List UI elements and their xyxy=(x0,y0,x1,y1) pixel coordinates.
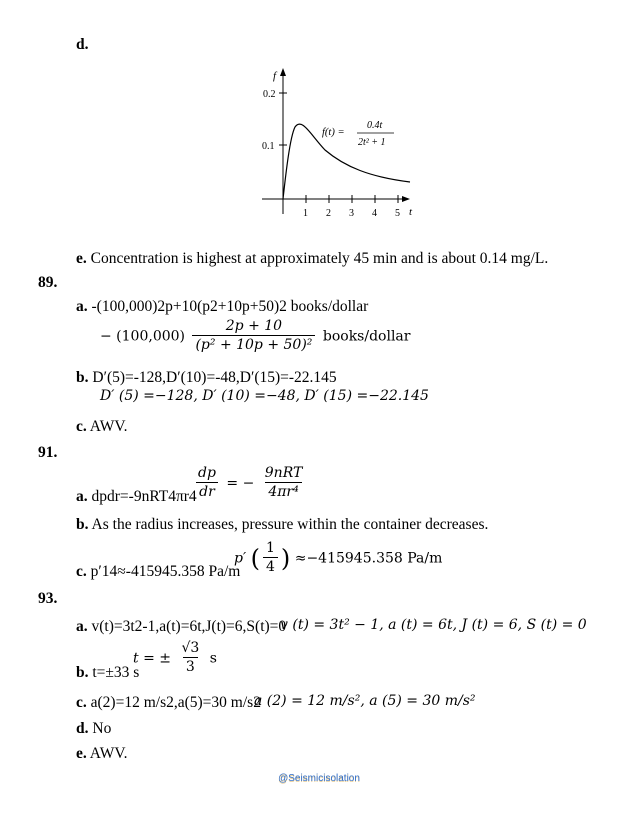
p89-b-label: b. xyxy=(76,369,89,386)
p93-b-text: t=±33 s xyxy=(92,664,140,681)
p93-b-math xyxy=(133,640,217,677)
problem-93-number: 93. xyxy=(38,590,58,607)
p89-b-text: D′(5)=-128,D′(10)=-48,D′(15)=-22.145 xyxy=(92,369,337,386)
p89-a-math xyxy=(100,318,410,355)
p93-a-math: v (t) = 3t² − 1, a (t) = 6t, J (t) = 6, S (t) = 0 xyxy=(280,617,587,633)
x-axis-label: t xyxy=(409,206,413,218)
p89-a-line xyxy=(76,298,368,316)
p91-c-math-rest: ≈−415945.358 Pa/m xyxy=(294,550,443,567)
p91-c-math-p: p′ xyxy=(234,550,247,567)
function-numerator: 0.4t xyxy=(367,120,383,131)
x-tick-label-4: 4 xyxy=(372,208,377,219)
p91-a-math-rden: 4πr⁴ xyxy=(265,482,301,502)
p93-d-text: No xyxy=(92,720,112,737)
p91-c-math-den: 4 xyxy=(263,557,278,577)
p89-c-text: AWV. xyxy=(89,418,128,435)
p93-b-label: b. xyxy=(76,664,89,681)
p93-a-line xyxy=(76,618,286,636)
p93-a-text: v(t)=3t2-1,a(t)=6t,J(t)=6,S(t)=0 xyxy=(91,618,287,635)
p93-b-math-unit: s xyxy=(209,650,217,667)
p89-b-line xyxy=(76,369,337,387)
concentration-graph xyxy=(250,62,430,227)
p91-c-math-fraction xyxy=(263,540,278,577)
y-axis-arrow xyxy=(280,68,286,76)
x-tick-label-2: 2 xyxy=(326,208,331,219)
x-tick-label-5: 5 xyxy=(395,208,400,219)
part-e-line xyxy=(76,250,548,268)
y-axis-label: f xyxy=(273,70,277,82)
footer-credit: @Seismicisolation xyxy=(278,773,360,784)
p93-d-line xyxy=(76,720,111,738)
p91-b-label: b. xyxy=(76,516,89,533)
p91-c-math-num: 1 xyxy=(265,540,275,556)
p91-a-math-rhs-fraction xyxy=(262,465,306,502)
p89-c-line xyxy=(76,418,127,436)
p89-c-label: c. xyxy=(76,418,87,435)
x-axis-arrow xyxy=(402,196,410,202)
function-lhs: f(t) = xyxy=(322,127,345,138)
p91-c-math xyxy=(234,540,442,577)
part-e-text: Concentration is highest at approximately 45 min and is about 0.14 mg/L. xyxy=(90,250,549,267)
p91-a-math-lden: dr xyxy=(196,482,218,502)
p91-a-line xyxy=(76,488,197,506)
part-d-label: d. xyxy=(76,36,89,53)
x-tick-label-1: 1 xyxy=(303,208,308,219)
y-tick-label-0.1: 0.1 xyxy=(262,141,275,152)
problem-89-number: 89. xyxy=(38,274,58,291)
p93-e-label: e. xyxy=(76,745,87,762)
p91-a-math xyxy=(192,465,308,502)
p91-a-label: a. xyxy=(76,488,88,505)
p93-c-text: a(2)=12 m/s2,a(5)=30 m/s2 xyxy=(90,694,261,711)
p89-a-text: -(100,000)2p+10(p2+10p+50)2 books/dollar xyxy=(91,298,369,315)
p93-b-line xyxy=(76,664,139,682)
p93-b-math-den: 3 xyxy=(183,657,198,677)
p93-b-math-fraction xyxy=(178,640,202,677)
p91-c-math-rparen: ) xyxy=(280,544,291,573)
p89-a-math-den: (p² + 10p + 50)² xyxy=(192,335,315,355)
p93-c-math: a (2) = 12 m/s², a (5) = 30 m/s² xyxy=(254,693,476,709)
p93-e-line xyxy=(76,745,127,763)
problem-91-number: 91. xyxy=(38,444,58,461)
p91-c-text: p′14≈-415945.358 Pa/m xyxy=(90,563,241,580)
p89-a-label: a. xyxy=(76,298,88,315)
p89-a-math-num: 2p + 10 xyxy=(225,318,283,334)
function-curve xyxy=(283,124,410,199)
p91-a-math-lhs-fraction xyxy=(195,465,219,502)
p91-c-label: c. xyxy=(76,563,87,580)
p93-a-label: a. xyxy=(76,618,88,635)
p91-a-math-lnum: dp xyxy=(198,465,216,481)
p93-c-label: c. xyxy=(76,694,87,711)
p91-b-text: As the radius increases, pressure within the container decreases. xyxy=(91,516,489,533)
x-tick-label-3: 3 xyxy=(349,208,354,219)
p93-e-text: AWV. xyxy=(89,745,128,762)
y-tick-label-0.2: 0.2 xyxy=(263,89,276,100)
p91-a-math-eq: = − xyxy=(226,475,255,492)
p89-a-math-unit: books/dollar xyxy=(322,328,411,345)
p91-c-math-lparen: ( xyxy=(250,544,260,573)
p89-a-math-fraction xyxy=(192,318,315,355)
p93-d-label: d. xyxy=(76,720,89,737)
p93-c-line xyxy=(76,694,261,712)
p91-a-math-rnum: 9nRT xyxy=(264,465,303,481)
p91-a-text: dpdr=-9nRT4πr4 xyxy=(91,488,197,505)
p91-c-line xyxy=(76,563,240,581)
p91-b-line xyxy=(76,516,488,534)
p93-b-math-num: √3 xyxy=(181,640,200,656)
p89-b-math: D′ (5) =−128, D′ (10) =−48, D′ (15) =−22.145 xyxy=(100,388,429,404)
p89-a-math-coef: − (100,000) xyxy=(100,328,185,345)
part-e-label: e. xyxy=(76,250,87,267)
p93-b-math-lhs: t = ± xyxy=(133,650,171,667)
function-denominator: 2t² + 1 xyxy=(358,137,386,148)
